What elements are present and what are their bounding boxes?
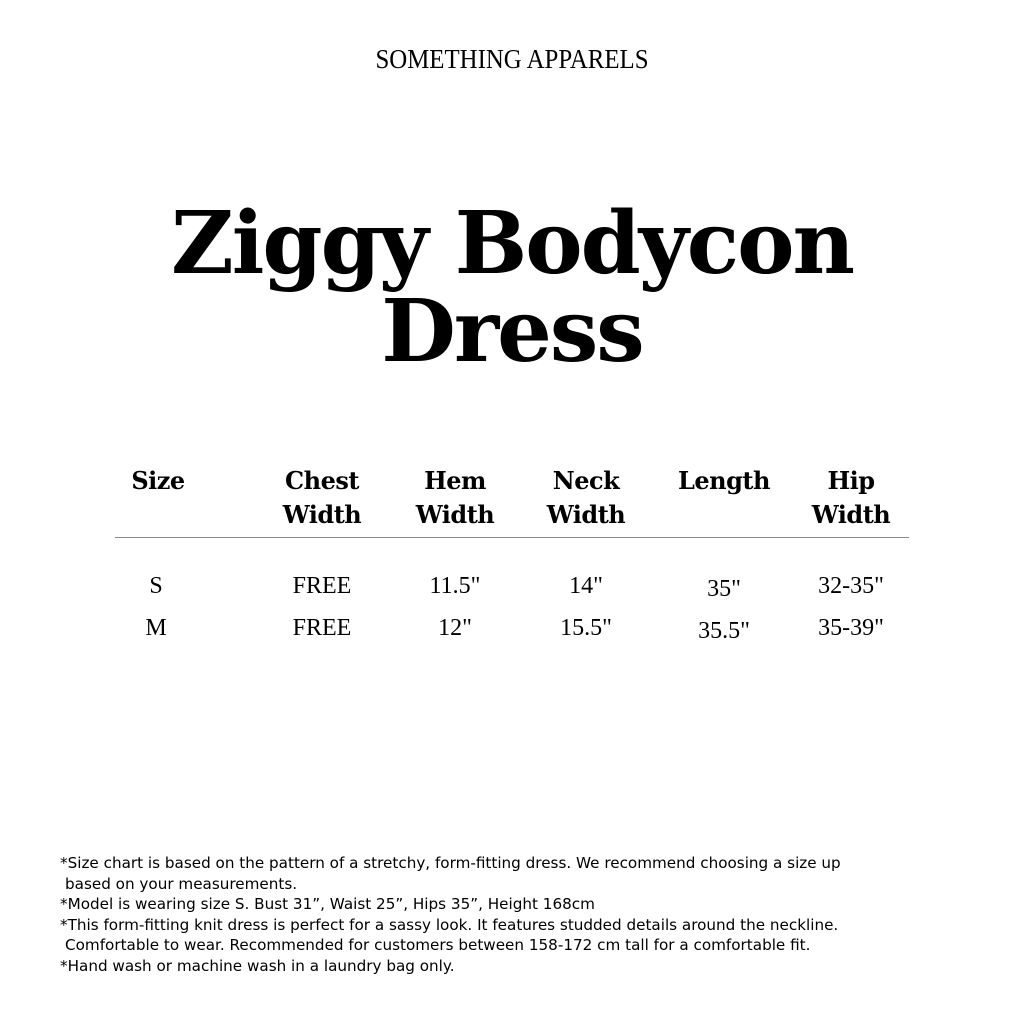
header-chest-label-1: Chest <box>285 466 359 495</box>
table-cell-hip-width: 32-35" <box>818 573 884 599</box>
brand-name: SOMETHING APPARELS <box>375 44 649 74</box>
header-hip-label-1: Hip <box>827 466 875 495</box>
table-cell-size: S <box>149 573 163 599</box>
header-hem-label-1: Hem <box>424 466 486 495</box>
header-size <box>88 464 228 498</box>
table-cell-length: 35" <box>707 576 741 602</box>
product-title-line-2: Dress <box>381 281 643 382</box>
footnote-line: Comfortable to wear. Recommended for customers between 158-172 cm tall for a comfortable fit. <box>65 936 811 954</box>
table-cell-length: 35.5" <box>698 618 750 644</box>
footnote-line: *This form-fitting knit dress is perfect for a sassy look. It features studded details around the neckline. <box>60 915 839 934</box>
table-cell-chest-width: FREE <box>292 573 352 599</box>
table-cell-size: M <box>145 615 167 641</box>
product-title <box>0 193 1024 382</box>
header-length-label: Length <box>678 466 770 495</box>
header-length <box>654 464 794 498</box>
header-hem-label-2: Width <box>415 500 495 529</box>
header-divider <box>115 537 909 538</box>
footnote-line: *Model is wearing size S. Bust 31”, Waist 25”, Hips 35”, Height 168cm <box>60 895 595 913</box>
footnotes <box>60 853 960 976</box>
header-hip-width <box>781 464 921 532</box>
product-title-line-1: Ziggy Bodycon <box>170 193 854 294</box>
header-neck-width <box>516 464 656 532</box>
table-cell-chest-width: FREE <box>292 615 352 641</box>
footnote-line: based on your measurements. <box>65 874 298 893</box>
table-cell-neck-width: 14" <box>569 573 603 599</box>
header-neck-label-1: Neck <box>552 466 620 495</box>
header-chest-label-2: Width <box>282 500 362 529</box>
header-hip-label-2: Width <box>811 500 891 529</box>
footnote-line: *Hand wash or machine wash in a laundry bag only. <box>60 956 455 975</box>
header-hem-width <box>385 464 525 532</box>
header-neck-label-2: Width <box>546 500 626 529</box>
header-size-label: Size <box>131 466 185 495</box>
footnote-line: *Size chart is based on the pattern of a stretchy, form-fitting dress. We recommend choosing a size up <box>60 854 841 872</box>
table-cell-hip-width: 35-39" <box>818 615 884 641</box>
table-cell-hem-width: 12" <box>438 615 472 641</box>
table-cell-neck-width: 15.5" <box>560 615 612 641</box>
table-cell-hem-width: 11.5" <box>429 573 481 599</box>
header-chest-width <box>252 464 392 532</box>
